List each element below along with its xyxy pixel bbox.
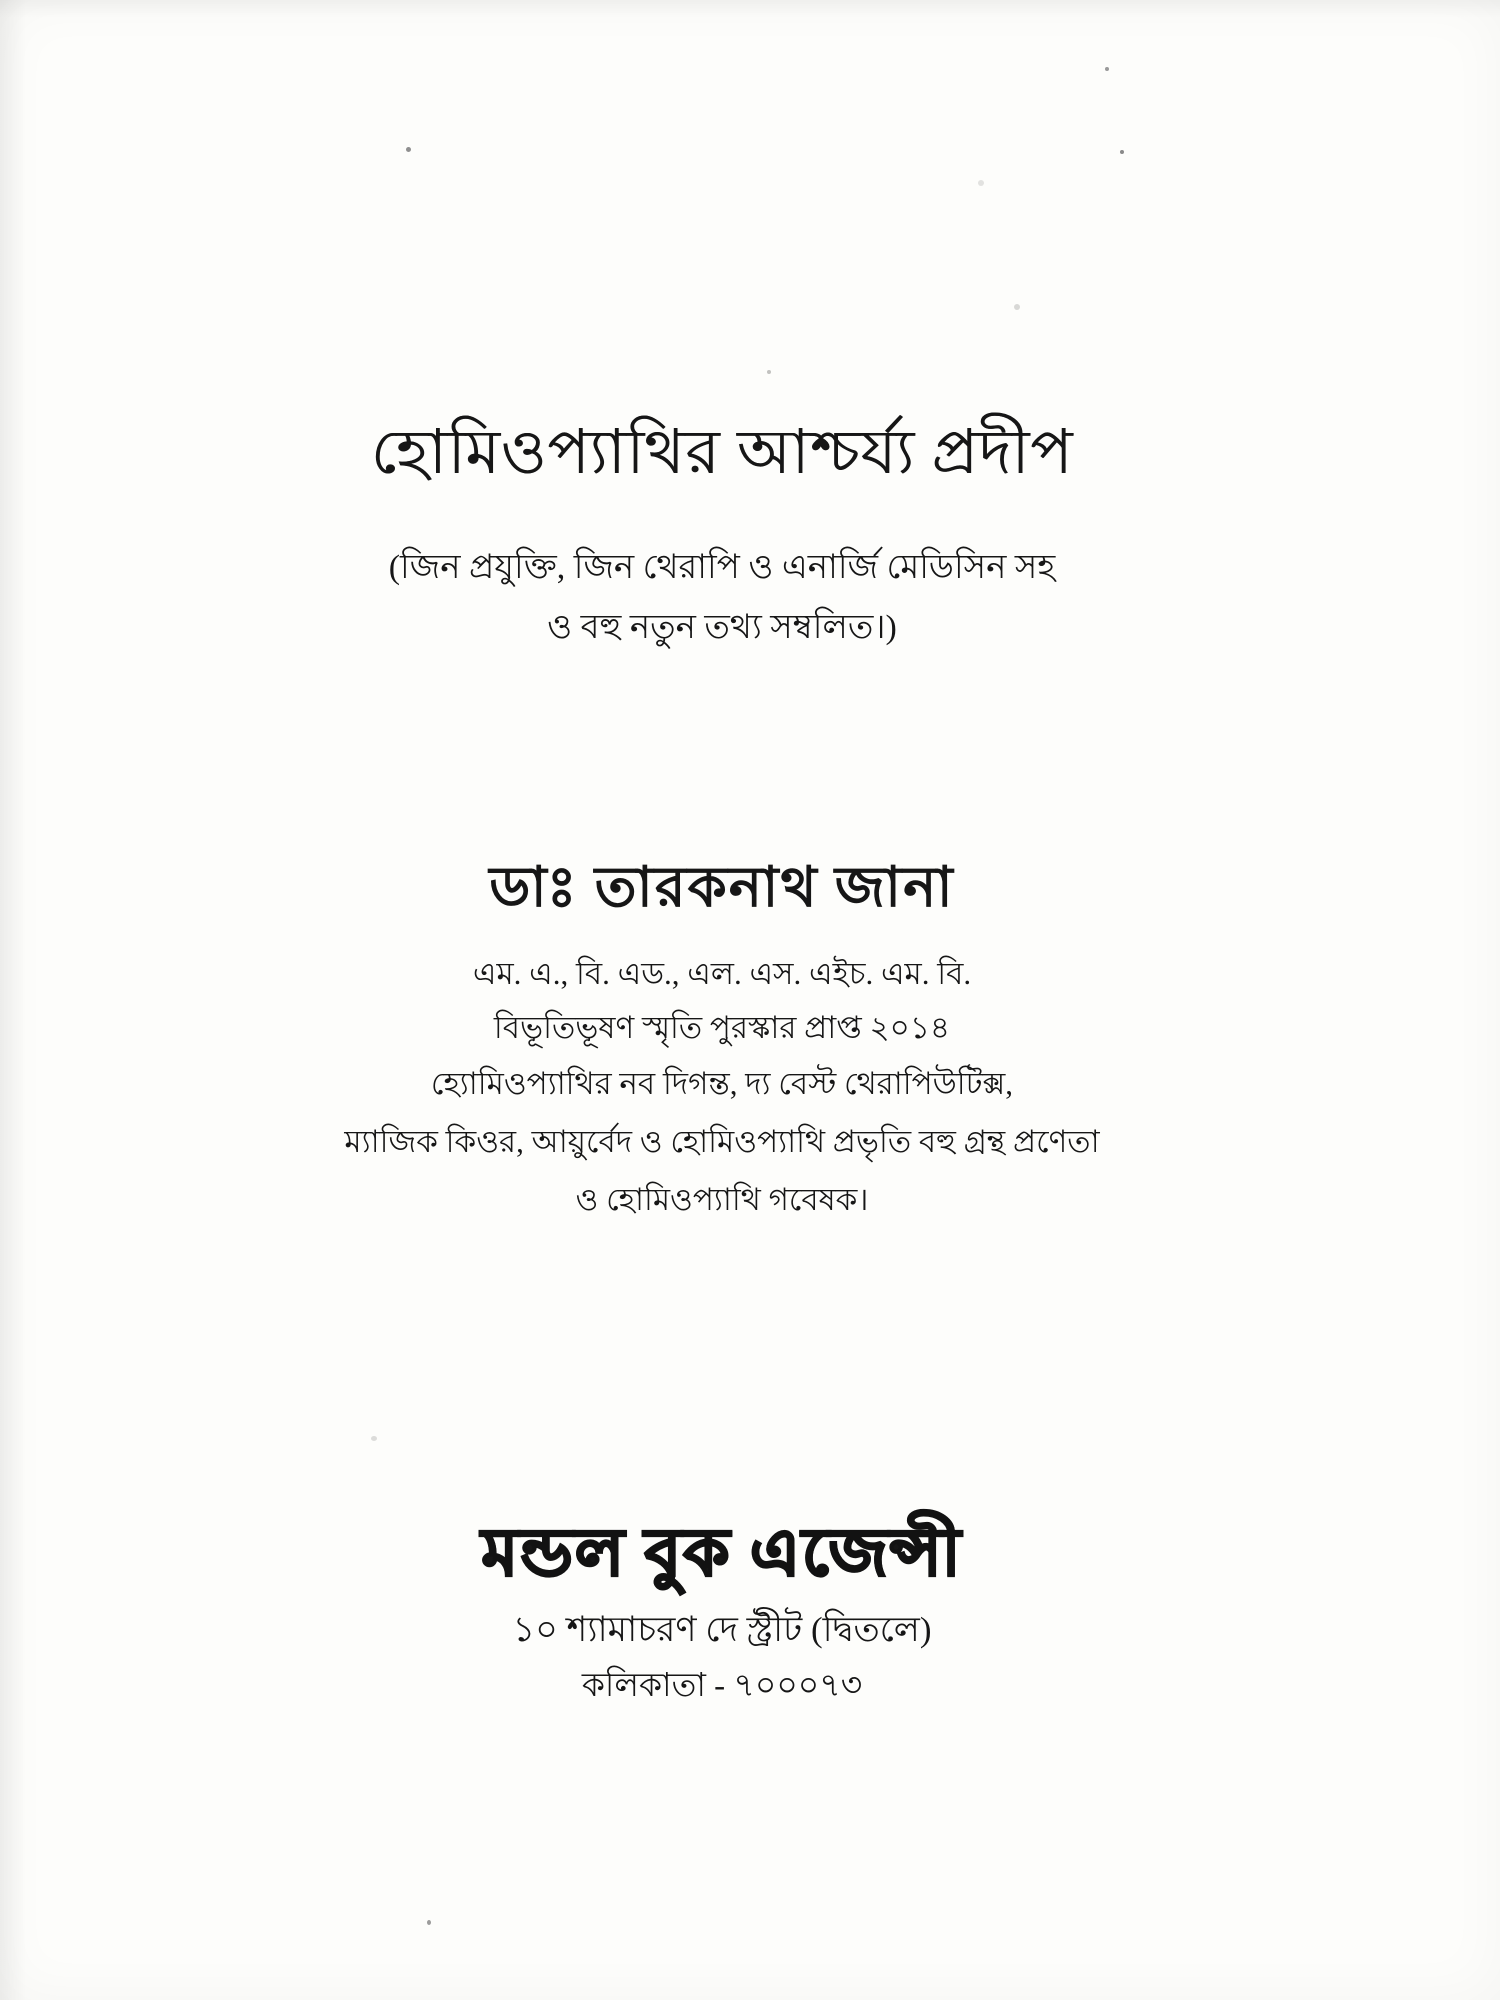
scan-speck <box>427 1920 431 1925</box>
publisher-name: মন্ডল বুক এজেন্সী <box>481 1517 963 1590</box>
publisher-city: কলিকাতা - ৭০০০৭৩ <box>581 1668 863 1704</box>
author-name: ডাঃ তারকনাথ জানা <box>489 857 955 919</box>
scan-speck <box>371 1436 377 1441</box>
author-works-line-1: হ্যোমিওপ্যাথির নব দিগন্ত, দ্য বেস্ট থেরাপিউটিক্স, <box>430 1066 1014 1101</box>
book-title: হোমিওপ্যাথির আশ্চর্য্য প্রদীপ <box>370 419 1074 487</box>
author-degrees: এম. এ., বি. এড., এল. এস. এইচ. এম. বি. <box>472 956 972 991</box>
scan-speck <box>767 370 771 374</box>
scan-speck <box>406 147 411 152</box>
author-works-line-2: ম্যাজিক কিওর, আয়ুর্বেদ ও হোমিওপ্যাথি প্রভৃতি বহু গ্রন্থ প্রণেতা <box>344 1124 1100 1159</box>
book-subtitle-line-1: (জিন প্রযুক্তি, জিন থেরাপি ও এনার্জি মেডিসিন সহ <box>388 549 1056 586</box>
scan-speck <box>1120 150 1124 154</box>
scan-speck <box>978 180 984 186</box>
publisher-address: ১০ শ্যামাচরণ দে স্ট্রীট (দ্বিতলে) <box>512 1610 932 1649</box>
scan-edge-shade-top <box>0 0 1500 18</box>
book-subtitle-line-2: ও বহু নতুন তথ্য সম্বলিত।) <box>547 609 897 646</box>
author-award: বিভূতিভূষণ স্মৃতি পুরস্কার প্রাপ্ত ২০১৪ <box>493 1010 951 1045</box>
scan-speck <box>1014 304 1020 310</box>
scan-speck <box>1105 67 1109 71</box>
author-works-line-3: ও হোমিওপ্যাথি গবেষক। <box>575 1182 869 1217</box>
